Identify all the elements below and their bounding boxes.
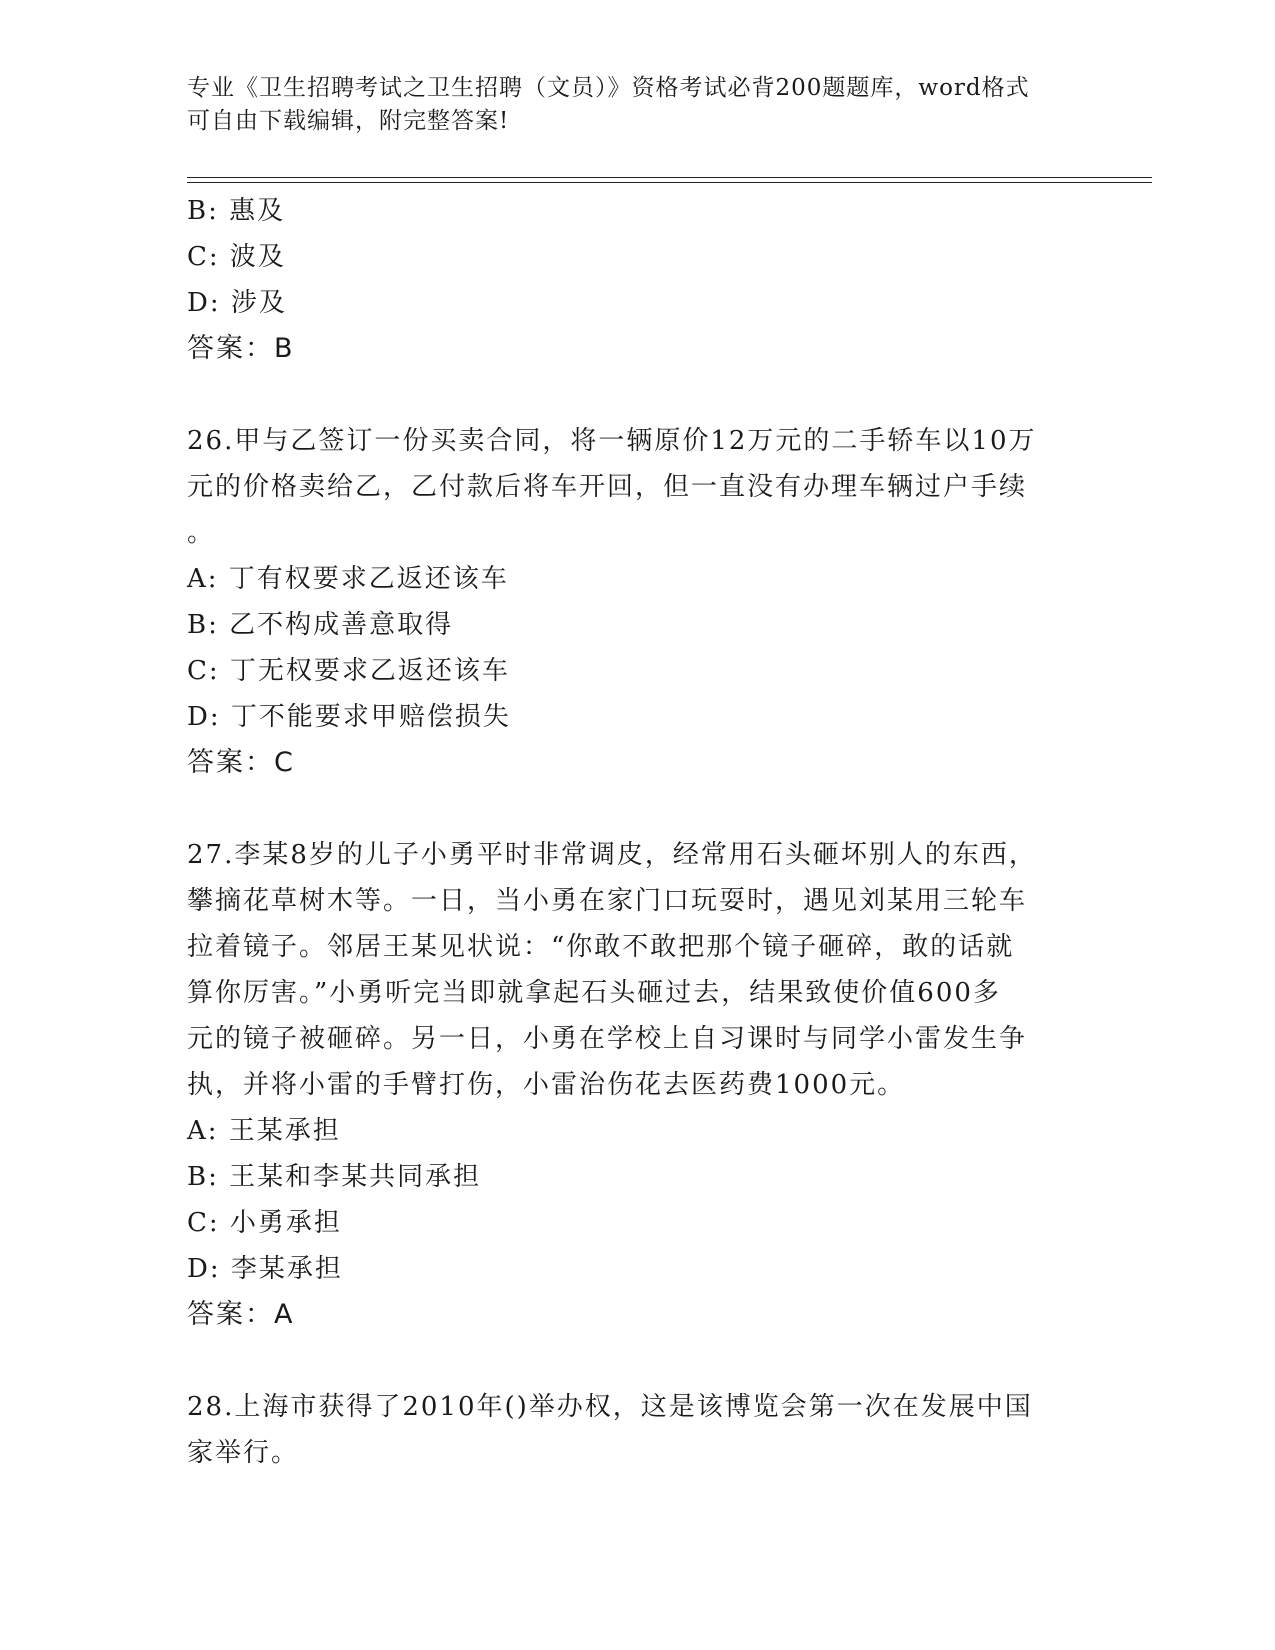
- header-title-line-1: 专业《卫生招聘考试之卫生招聘（文员）》资格考试必背200题题库，word格式: [187, 75, 1030, 101]
- answer-label: 答案：B: [187, 333, 295, 364]
- option-d: D: 丁不能要求甲赔偿损失: [187, 702, 511, 732]
- header-double-rule: [187, 177, 1152, 183]
- question-stem-line: 执，并将小雷的手臂打伤，小雷治伤花去医药费1000元。: [187, 1070, 906, 1100]
- answer-label: 答案：C: [187, 747, 295, 778]
- header-title-line-2: 可自由下载编辑，附完整答案!: [187, 108, 510, 134]
- question-list: [187, 188, 1087, 1476]
- option-b: B: 惠及: [187, 196, 286, 226]
- answer-label: 答案：A: [187, 1299, 295, 1330]
- option-d: D: 李某承担: [187, 1254, 343, 1284]
- option-a: A: 王某承担: [187, 1116, 341, 1146]
- option-b: B: 王某和李某共同承担: [187, 1162, 482, 1192]
- option-c: C: 丁无权要求乙返还该车: [187, 656, 510, 686]
- question-27: [187, 832, 1087, 1338]
- question-stem-line: 元的价格卖给乙，乙付款后将车开回，但一直没有办理车辆过户手续: [187, 472, 1028, 502]
- option-c: C: 波及: [187, 242, 286, 272]
- option-b: B: 乙不构成善意取得: [187, 610, 454, 640]
- question-26: [187, 418, 1087, 786]
- document-header: [187, 72, 1067, 138]
- question-stem-line: 算你厉害。”小勇听完当即就拿起石头砸过去，结果致使价值600多: [187, 978, 1001, 1008]
- question-stem-line: 攀摘花草树木等。一日，当小勇在家门口玩耍时，遇见刘某用三轮车: [187, 886, 1028, 916]
- question-stem-line: 。: [187, 518, 216, 548]
- option-c: C: 小勇承担: [187, 1208, 342, 1238]
- question-stem-line: 拉着镜子。邻居王某见状说：“你敢不敢把那个镜子砸碎，敢的话就: [187, 932, 1015, 962]
- question-28: [187, 1384, 1087, 1476]
- question-stem-line: 26.甲与乙签订一份买卖合同，将一辆原价12万元的二手轿车以10万: [187, 426, 1037, 456]
- option-d: D: 涉及: [187, 288, 287, 318]
- question-stem-line: 元的镜子被砸碎。另一日，小勇在学校上自习课时与同学小雷发生争: [187, 1024, 1028, 1054]
- question-stem-line: 家举行。: [187, 1438, 300, 1468]
- question-25-partial: [187, 188, 1087, 372]
- question-stem-line: 27.李某8岁的儿子小勇平时非常调皮，经常用石头砸坏别人的东西，: [187, 840, 1037, 870]
- question-stem-line: 28.上海市获得了2010年()举办权，这是该博览会第一次在发展中国: [187, 1392, 1033, 1422]
- option-a: A: 丁有权要求乙返还该车: [187, 564, 509, 594]
